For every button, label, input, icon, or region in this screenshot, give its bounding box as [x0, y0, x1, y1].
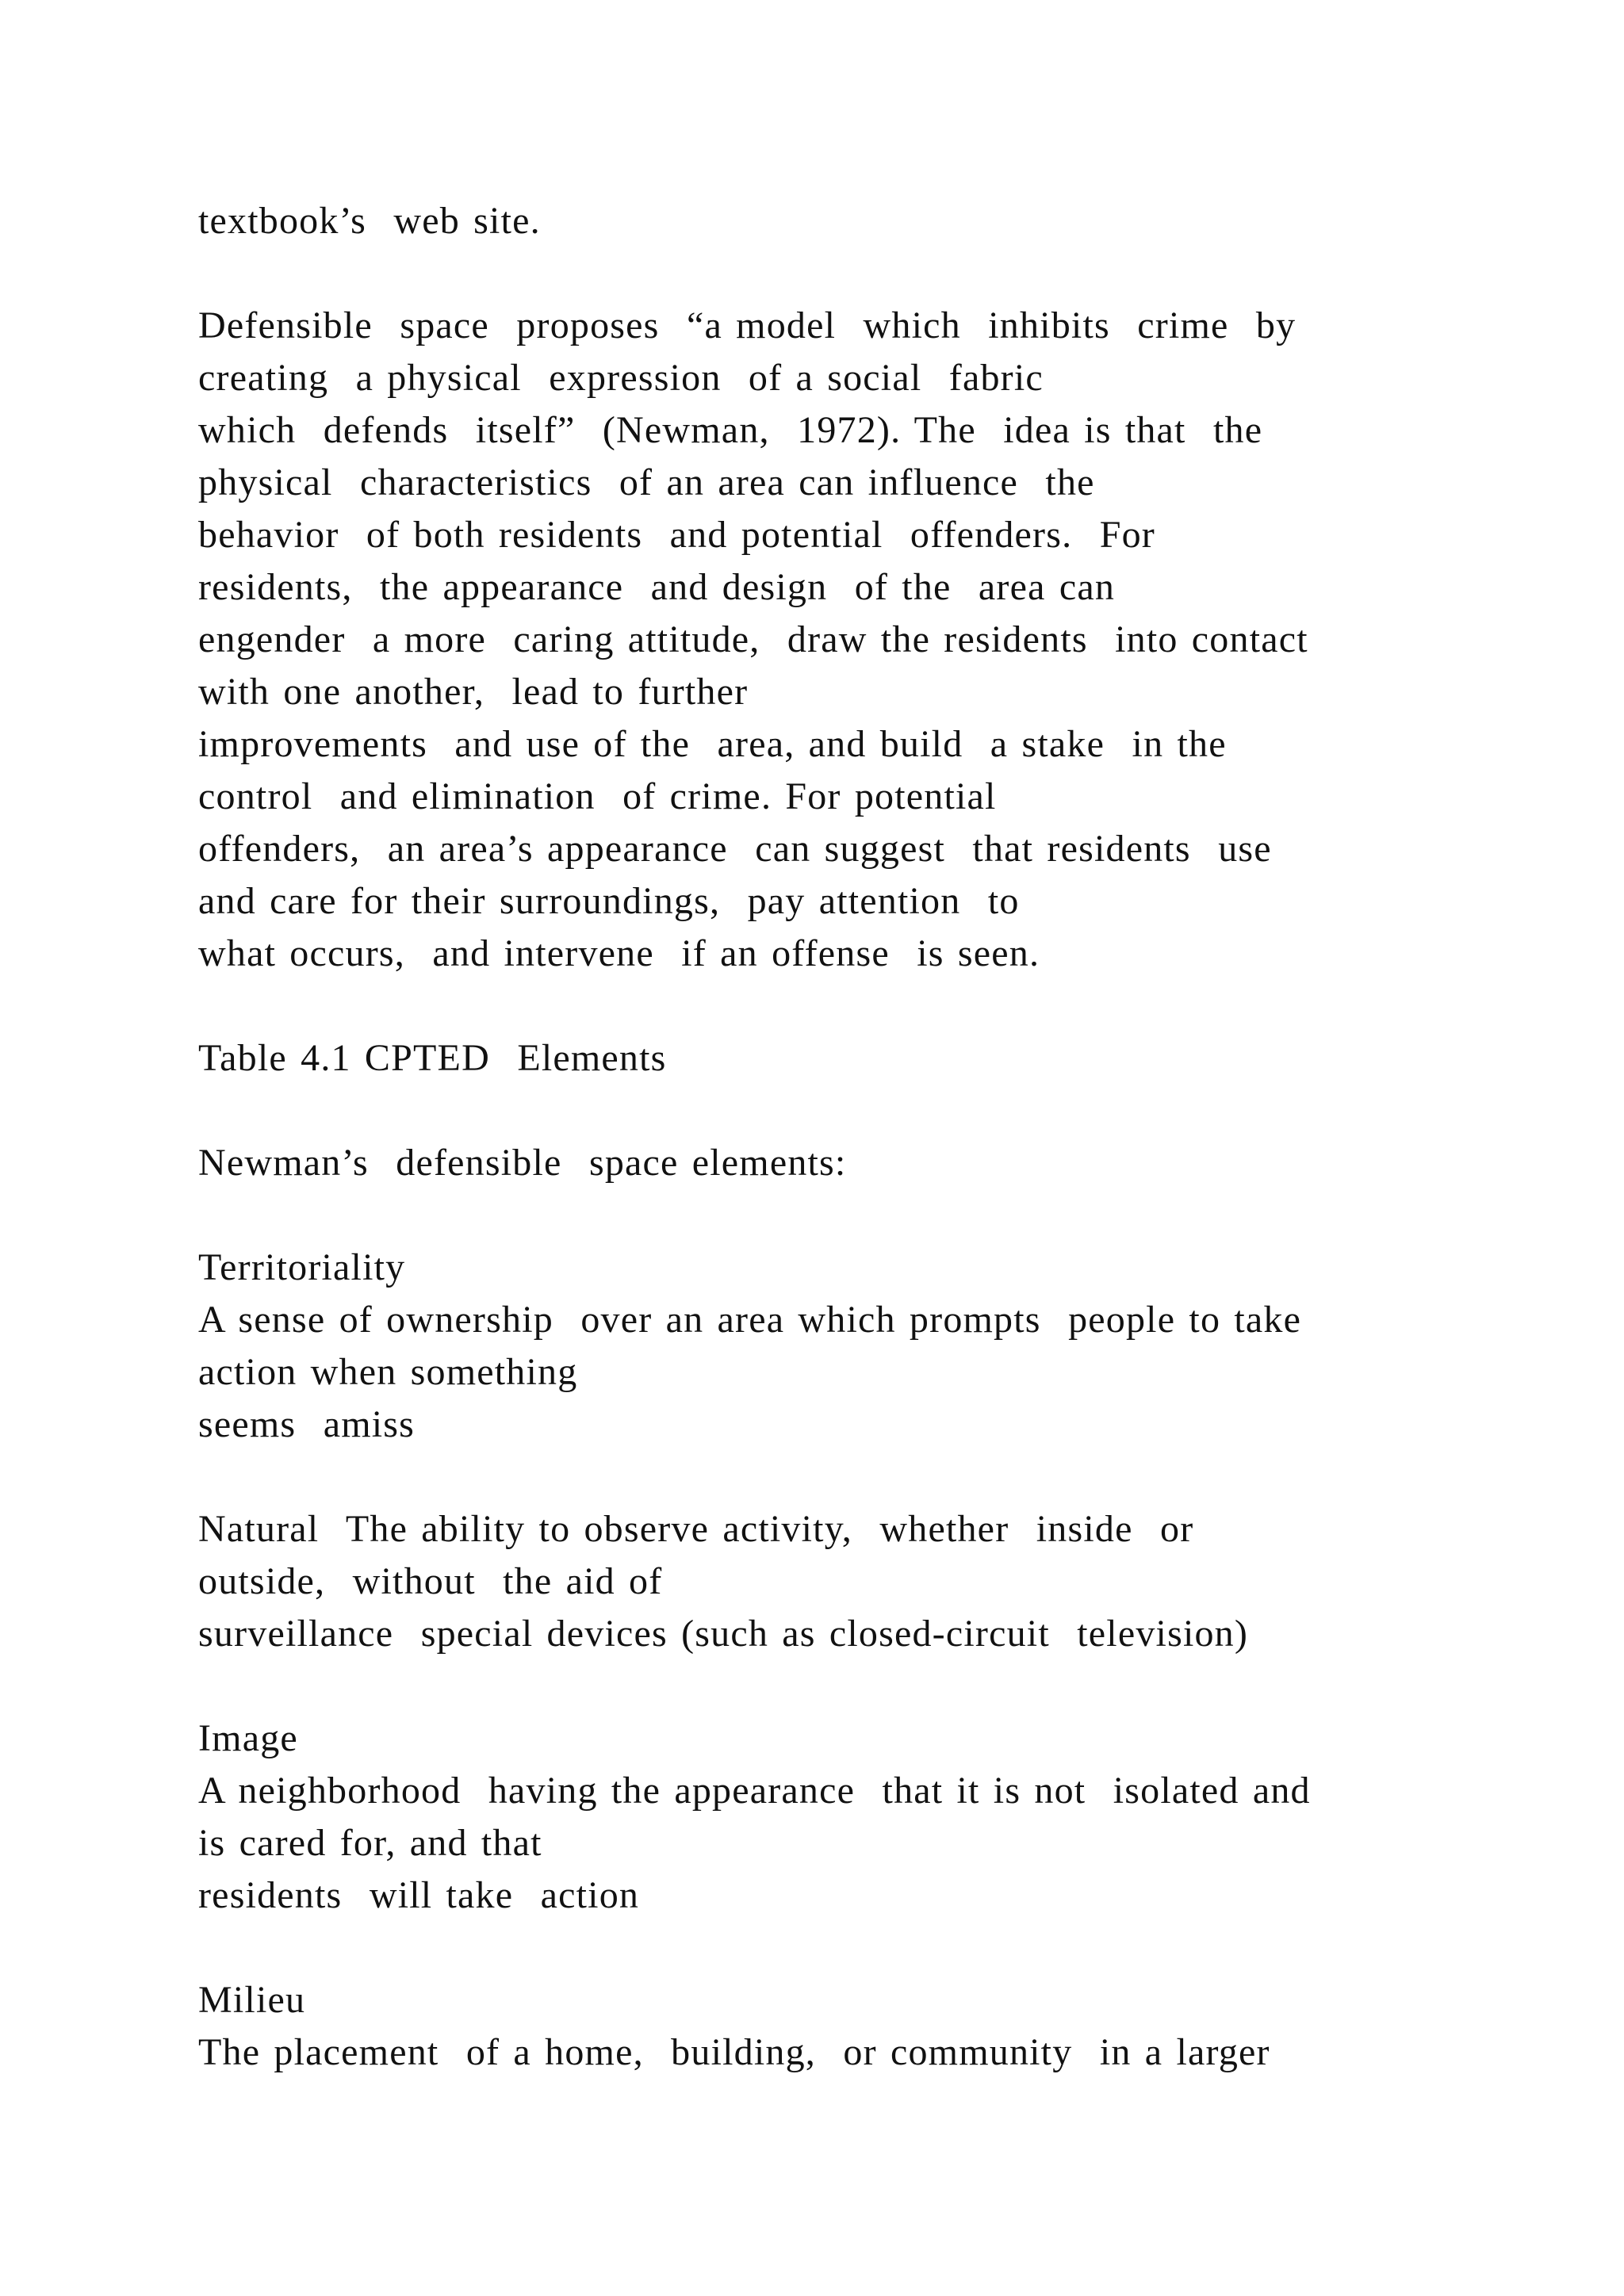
- text-line: and care for their surroundings, pay attention to: [198, 880, 1020, 922]
- text-line: which defends itself” (Newman, 1972). The idea is that the: [198, 409, 1263, 451]
- text-line: engender a more caring attitude, draw the residents into contact: [198, 618, 1308, 660]
- paragraph-gap: [198, 1085, 1546, 1137]
- element-definition-line: Natural The ability to observe activity, whether inside or: [198, 1508, 1194, 1550]
- element-natural-surveillance: [198, 1503, 1546, 1660]
- text-line: Defensible space proposes “a model which inhibits crime by: [198, 304, 1297, 346]
- intro-fragment: [198, 195, 1546, 247]
- element-definition-line: outside, without the aid of: [198, 1560, 663, 1602]
- paragraph-gap: [198, 247, 1546, 300]
- element-definition-line: The placement of a home, building, or community in a larger: [198, 2031, 1270, 2073]
- text-line: improvements and use of the area, and build a stake in the: [198, 723, 1227, 765]
- text-line: physical characteristics of an area can influence the: [198, 461, 1095, 503]
- paragraph-gap: [198, 1451, 1546, 1503]
- element-definition-line: action when something: [198, 1351, 578, 1393]
- text-line: with one another, lead to further: [198, 671, 749, 713]
- element-image: [198, 1712, 1546, 1922]
- defensible-space-paragraph: [198, 300, 1546, 980]
- paragraph-gap: [198, 980, 1546, 1032]
- element-definition-line: A neighborhood having the appearance that it is not isolated and: [198, 1770, 1311, 1812]
- text-line: what occurs, and intervene if an offense is seen.: [198, 932, 1040, 974]
- element-definition-line: surveillance special devices (such as closed-circuit television): [198, 1613, 1249, 1655]
- paragraph-gap: [198, 1922, 1546, 1974]
- element-term: Image: [198, 1717, 298, 1759]
- text-line: Newman’s defensible space elements:: [198, 1142, 847, 1184]
- table-title: [198, 1032, 1546, 1085]
- text-line: behavior of both residents and potential offenders. For: [198, 514, 1155, 556]
- paragraph-gap: [198, 1660, 1546, 1712]
- element-definition-line: residents will take action: [198, 1874, 640, 1916]
- element-territoriality: [198, 1242, 1546, 1451]
- element-definition-line: is cared for, and that: [198, 1822, 542, 1864]
- paragraph-gap: [198, 1189, 1546, 1242]
- element-milieu: [198, 1974, 1546, 2079]
- text-line: residents, the appearance and design of the area can: [198, 566, 1116, 608]
- text-line: textbook’s web site.: [198, 200, 541, 242]
- document-page: [198, 195, 1546, 2079]
- section-heading: [198, 1137, 1546, 1189]
- element-term: Milieu: [198, 1979, 306, 2021]
- text-line: control and elimination of crime. For potential: [198, 775, 997, 817]
- element-definition-line: seems amiss: [198, 1403, 416, 1445]
- text-line: Table 4.1 CPTED Elements: [198, 1037, 667, 1079]
- text-line: creating a physical expression of a social fabric: [198, 357, 1044, 399]
- element-definition-line: A sense of ownership over an area which prompts people to take: [198, 1299, 1302, 1341]
- element-term: Territoriality: [198, 1246, 406, 1288]
- text-line: offenders, an area’s appearance can suggest that residents use: [198, 828, 1272, 870]
